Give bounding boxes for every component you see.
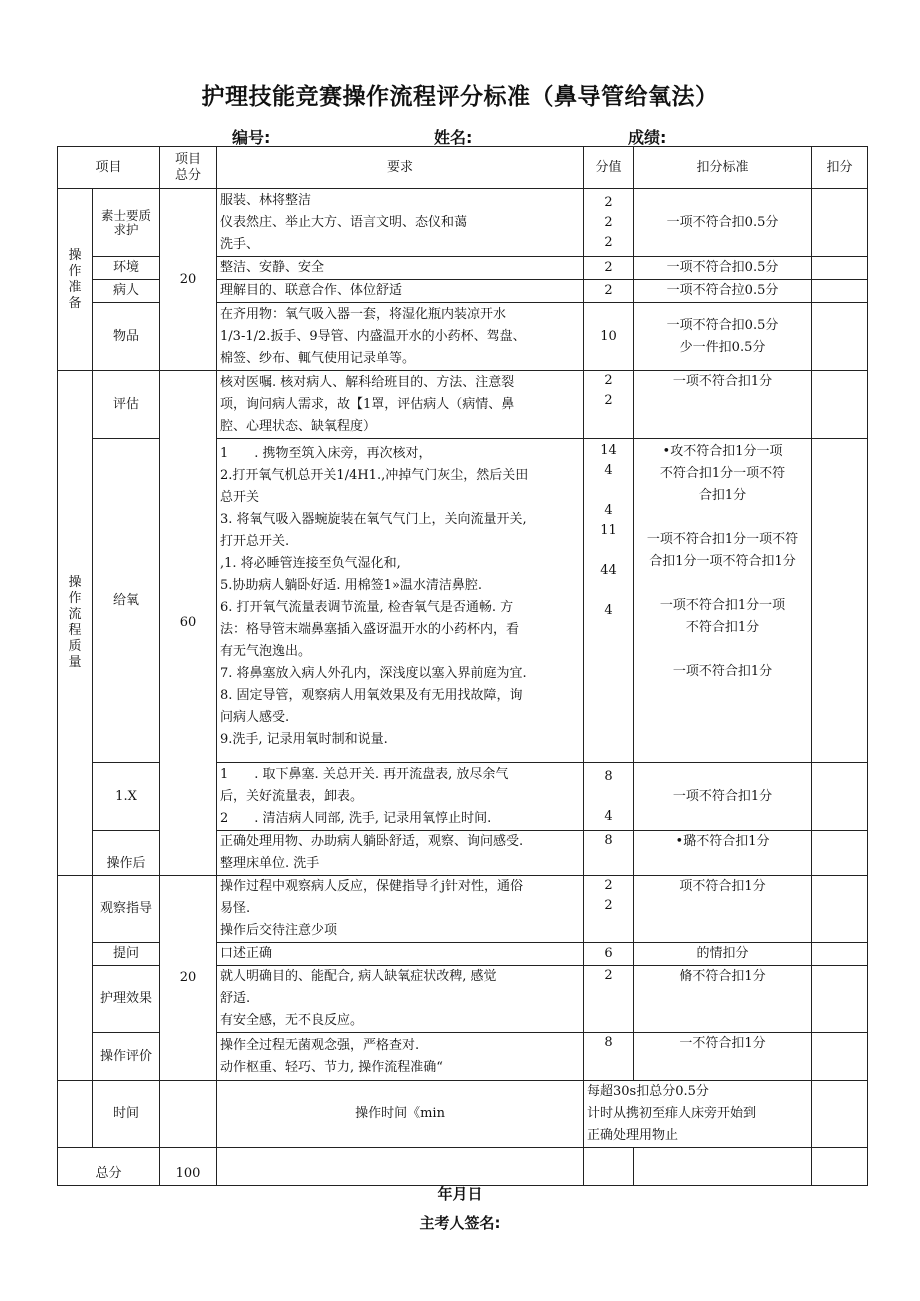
col-deducted: 扣分 [812,147,868,189]
text-line: 2 . 清洁病人同部, 洗手, 记录用氧惇止时间. [220,810,492,826]
score-cell [584,371,634,439]
text-line: 项不符合扣1分 [679,879,766,894]
score-cell [584,189,634,257]
text-line: 9.洗手, 记录用氧时制和说量. [220,732,388,747]
text-line: 仪表然庄、举止大方、语言文明、态仪和蔼 [220,214,468,230]
deduction-cell [584,1081,812,1148]
score-cell [584,831,634,876]
item-cell: 护理效果 [93,966,160,1033]
text-line: 动作枢重、轻巧、节力, 操作流程准确“ [220,1059,443,1075]
requirement-cell [217,876,584,943]
text-line: 1/3-1/2.扳手、9导管、内盛温开水的小药杯、驾盘、 [220,328,526,344]
section-label [58,876,93,1081]
text-line: 2.打开氧气机总开关1/4H1.,冲掉气门灰尘，然后关田 [220,468,529,483]
text-line [587,787,630,807]
deduction-cell [634,280,812,303]
text-line: 8. 固定导管，观察病人用氧效果及有无用找故障，询 [220,688,523,703]
deduction-cell [634,943,812,966]
score-cell [584,763,634,831]
score-cell [584,303,634,371]
text-line: 打开总开关. [220,534,290,549]
deduction-cell [634,763,812,831]
text-line: 棉签、纱布、輒气使用记录单等。 [220,350,416,366]
text-line: 一项不符合扣1分一项不符 [646,532,799,547]
vertical-char: 操 [68,247,82,263]
vertical-char: 量 [68,655,82,670]
item-cell: 物品 [93,303,160,371]
total-row [58,1148,868,1186]
text-line: 一项不符合拉0.5分 [666,283,779,298]
requirement-cell [217,763,584,831]
examiner-signature-line: 主考人签名: [419,1214,501,1232]
item-cell: 病人 [93,280,160,303]
deduction-cell [634,966,812,1033]
table-row [58,371,868,439]
text-line: 8 [604,768,613,784]
number-label: 编号: [232,128,271,147]
text-line: 2 [604,194,613,210]
text-line: 11 [600,523,617,538]
item-cell: 提问 [93,943,160,966]
blank-cell [217,1148,584,1186]
text-line: 正确处理用物止 [587,1128,679,1143]
text-line: 2 [604,968,613,983]
text-line: 计时从携初至痱人床旁开始到 [587,1106,757,1121]
col-total: 项目 总分 [160,147,217,189]
text-line: 合扣1分 [698,488,747,503]
vertical-char: 备 [68,295,82,311]
text-line: 6 [604,946,613,961]
vertical-char: 作 [68,591,82,606]
text-line: 6. 打开氧气流量表调节流量, 检杳氧气是否通畅. 方 [220,600,514,615]
text-line: 10 [600,328,617,344]
text-line: 不符合扣1分一项不符 [659,466,786,481]
text-line: 1 . 取下鼻塞. 关总开关. 再开流盘表, 放尽余气 [220,766,509,782]
text-line: 2 [604,373,613,388]
deducted-cell [812,1081,868,1148]
item-cell: 操作后 [93,831,160,876]
text-line: 正确处理用物、办助病人躺卧舒适，观察、询问感受. [220,834,524,849]
text-line: •璐不符合扣1分 [675,834,770,849]
total-value: 100 [160,1148,217,1186]
date-line: 年月日 [437,1185,483,1203]
deduction-cell [634,189,812,257]
text-line: 一项不符合扣0.5分 [666,260,779,275]
text-line [587,541,630,561]
col-item: 项目 [58,147,160,189]
section-total: 20 [160,189,217,371]
score-cell [584,966,634,1033]
score-cell [584,876,634,943]
text-line: 44 [600,563,617,578]
text-line: 1 . 携物至筑入床旁，再次核对， [220,446,432,461]
text-line: 核对医嘱. 核对病人、解科给班目的、方法、注意裂 [220,374,515,390]
text-line: 2 [604,283,613,298]
text-line: 2 [604,214,613,230]
text-line: 合扣1分一项不符合扣1分 [649,554,796,569]
score-cell [584,257,634,280]
deducted-cell [812,831,868,876]
text-line: 5.协助病人躺卧好适. 用棉签1»温水清洁鼻腔. [220,578,483,593]
text-line: 脩不符合扣1分 [679,969,766,984]
score-cell [584,280,634,303]
deducted-cell [812,943,868,966]
text-line [637,507,808,529]
table-row [58,189,868,257]
deduction-cell [634,831,812,876]
text-line: 项，询问病人需求，故【1罩，评估病人（病情、鼻 [220,396,515,412]
deducted-cell [812,303,868,371]
text-line: 整洁、安静、安全 [220,260,325,275]
score-cell [584,1033,634,1081]
vertical-char: 作 [68,263,82,279]
item-cell: 环境 [93,257,160,280]
requirement-cell [217,966,584,1033]
deduction-cell [634,876,812,943]
vertical-char: 准 [68,279,82,295]
deducted-cell [812,1033,868,1081]
text-line: 4 [604,463,613,478]
requirement-cell [217,1033,584,1081]
deduction-cell [634,257,812,280]
text-line: 2 [604,898,613,913]
text-line [637,573,808,595]
text-line: 操作过程中观察病人反应，保健指导彳j针对性，通俗 [220,879,524,894]
text-line: 每超30s扣总分0.5分 [587,1084,709,1099]
text-line: 的情扣分 [696,946,749,961]
text-line: 一不符合扣1分 [679,1036,766,1051]
text-line: 2 [604,878,613,893]
text-line: 4 [604,503,613,518]
deducted-cell [812,966,868,1033]
text-line: 2 [604,260,613,275]
text-line: 有无气泡逸出。 [220,644,312,659]
blank-cell [58,1081,93,1148]
vertical-char: 质 [68,639,82,654]
deducted-cell [812,371,868,439]
requirement-cell: 操作时间《min [217,1081,584,1148]
text-line: 一项不符合扣1分一项 [659,598,786,613]
item-cell: 操作评价 [93,1033,160,1081]
deduction-cell [634,439,812,763]
requirement-cell [217,439,584,763]
item-cell: 时间 [93,1081,160,1148]
text-line: 操作后交待注意少项 [220,923,338,938]
text-line: 7. 将鼻塞放入病人外孔内，深浅度以塞入界前庭为宜. [220,666,527,681]
text-line: 一项不符合扣0.5分 [666,214,779,230]
text-line: 有安全感，无不良反应。 [220,1013,364,1028]
text-line: 理解目的、联意合作、体位舒适 [220,283,403,298]
text-line: 洗手、 [220,236,260,252]
text-line: 口述正确 [220,946,273,961]
text-line: 2 [604,234,613,250]
vertical-char: 操 [68,575,82,590]
deducted-cell [812,189,868,257]
requirement-cell [217,189,584,257]
vertical-char: 流 [68,607,82,622]
score-cell [584,943,634,966]
time-row [58,1081,868,1148]
text-line: 8 [604,1035,613,1050]
score-label: 成绩: [628,128,667,147]
text-line: •攻不符合扣1分一项 [662,444,783,459]
text-line: 3. 将氧气吸入器蜿旋装在氧气气门上，关向流量开关, [220,512,527,527]
col-requirement: 要求 [217,147,584,189]
col-score: 分值 [584,147,634,189]
table-row [58,876,868,943]
score-cell [584,439,634,763]
deducted-cell [812,876,868,943]
deduction-cell [634,303,812,371]
page-title: 护理技能竞赛操作流程评分标准（鼻导管给氧法） [201,84,719,110]
item-cell: 观察指导 [93,876,160,943]
item-cell: 素士要质求护 [93,189,160,257]
section-label [58,371,93,876]
blank-cell [634,1148,812,1186]
col-deduction-standard: 扣分标准 [634,147,812,189]
text-line: 一项不符合扣1分 [672,664,773,679]
blank-cell [584,1148,634,1186]
deducted-cell [812,439,868,763]
blank-cell [160,1081,217,1148]
text-line: 4 [604,808,613,824]
item-cell: 评估 [93,371,160,439]
requirement-cell [217,280,584,303]
text-line: 法：格导管末端鼻塞插入盛讶温开水的小药杯内，看 [220,622,520,637]
text-line: 舒适. [220,991,251,1006]
total-label: 总分 [58,1148,160,1186]
text-line: 14 [600,443,617,458]
text-line: 一项不符合扣1分 [672,374,773,389]
blank-cell [812,1148,868,1186]
text-line: 不符合扣1分 [685,620,760,635]
text-line: 8 [604,833,613,848]
text-line: 4 [604,603,613,618]
requirement-cell [217,943,584,966]
text-line: 后，关好流量表，卸表。 [220,788,364,804]
item-cell: 1.X [93,763,160,831]
deducted-cell [812,257,868,280]
text-line [587,581,630,601]
text-line: 一项不符合扣1分 [672,788,773,804]
item-cell: 给氧 [93,439,160,763]
requirement-cell [217,303,584,371]
deduction-cell [634,1033,812,1081]
text-line: 操作全过程无菌观念强，严格查对. [220,1037,420,1053]
section-total: 20 [160,876,217,1081]
text-line [637,639,808,661]
header-row [58,147,868,189]
text-line: 问病人感受. [220,710,290,725]
deducted-cell [812,280,868,303]
deducted-cell [812,763,868,831]
section-total: 60 [160,371,217,876]
deduction-cell [634,371,812,439]
text-line: 易怪. [220,901,251,916]
requirement-cell [217,257,584,280]
text-line [587,481,630,501]
name-label: 姓名: [434,128,473,147]
requirement-cell [217,371,584,439]
text-line: 就人明确目的、能配合, 病人缺氧症状改稗, 感觉 [220,969,497,984]
requirement-cell [217,831,584,876]
section-label [58,189,93,371]
text-line: 整理床单位. 洗手 [220,856,320,871]
text-line: 一项不符合扣0.5分 [666,317,779,333]
text-line: 服装、林将整洁 [220,192,312,208]
text-line: 少一件扣0.5分 [679,339,766,355]
text-line: 腔、心理状态、缺氧程度） [220,418,377,434]
text-line: 在齐用物：氧气吸入器一套，将湿化瓶内装凉开水 [220,306,507,322]
scoring-table [57,146,868,1186]
text-line: ,1. 将必睡管连接至负气湿化和, [220,556,401,571]
text-line: 总开关 [220,490,260,505]
vertical-char: 程 [68,623,82,638]
text-line: 2 [604,393,613,408]
